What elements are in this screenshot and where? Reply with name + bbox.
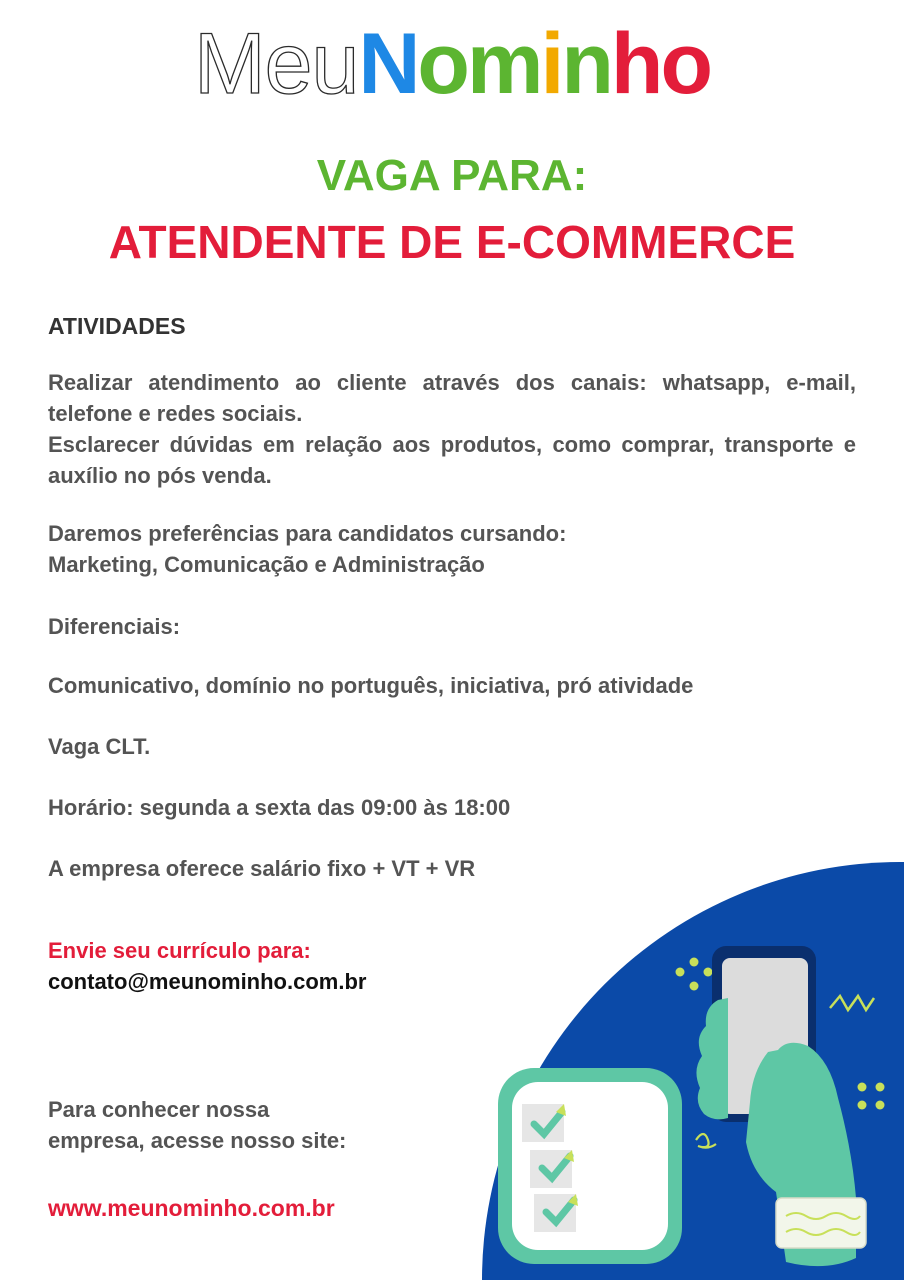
activity-paragraph: Realizar atendimento ao cliente através dos canais: whatsapp, e-mail, telefone e redes sociais. <box>48 370 856 426</box>
logo-letter: i <box>540 16 562 112</box>
cv-email-link[interactable]: contato@meunominho.com.br <box>48 969 367 994</box>
section-title-atividades: ATIVIDADES <box>48 313 186 339</box>
logo-letter: o <box>417 16 467 112</box>
logo-letter: o <box>660 16 710 112</box>
contract-type: Vaga CLT. <box>48 734 151 759</box>
activity-paragraph: Esclarecer dúvidas em relação aos produtos, como comprar, transporte e auxílio no pós venda. <box>48 432 856 488</box>
differentials-title: Diferenciais: <box>48 614 181 639</box>
logo-letter: n <box>561 16 611 112</box>
logo-letter: h <box>610 16 661 112</box>
benefits-text: A empresa oferece salário fixo + VT + VR <box>48 856 476 881</box>
schedule-text: Horário: segunda a sexta das 09:00 às 18:00 <box>48 795 511 820</box>
logo-letter: m <box>466 16 541 112</box>
site-intro-line: Para conhecer nossa <box>48 1097 270 1122</box>
cv-label: Envie seu currículo para: <box>48 938 311 963</box>
preference-courses: Marketing, Comunicação e Administração <box>48 552 485 577</box>
differentials-text: Comunicativo, domínio no português, iniciativa, pró atividade <box>48 673 694 698</box>
headline-vaga-para: VAGA PARA: <box>316 151 588 200</box>
headline-job-title: ATENDENTE DE E-COMMERCE <box>108 216 796 268</box>
preference-line: Daremos preferências para candidatos cursando: <box>48 521 567 546</box>
logo-part-meu: Meu <box>194 16 359 112</box>
logo-letter: N <box>358 16 418 112</box>
site-intro-line: empresa, acesse nosso site: <box>48 1128 347 1153</box>
site-url-link[interactable]: www.meunominho.com.br <box>48 1195 335 1221</box>
